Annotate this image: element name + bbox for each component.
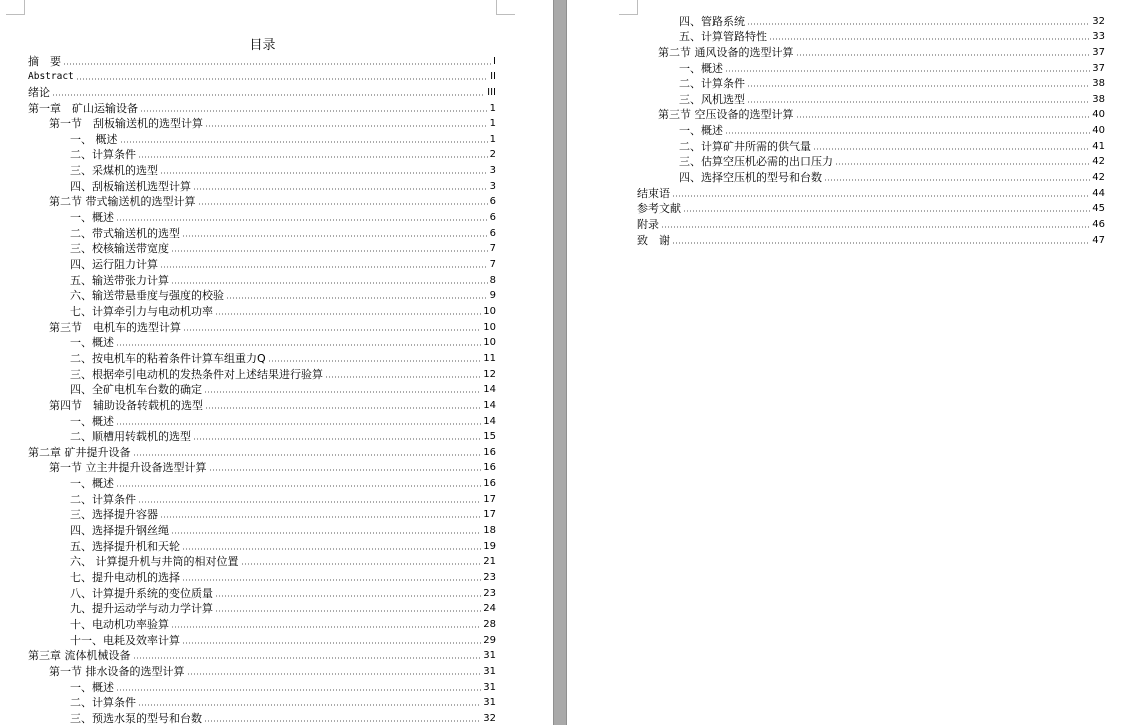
toc-entry-title: 附录 xyxy=(637,218,659,232)
toc-entry[interactable] xyxy=(70,568,496,584)
toc-title: 目录 xyxy=(249,38,276,53)
toc-entry-title: 一、 概述 xyxy=(70,132,118,146)
toc-entry-title: 绪论 xyxy=(28,85,50,99)
toc-entry[interactable] xyxy=(70,428,496,444)
toc-dot-leader xyxy=(140,110,488,112)
toc-page-number: 21 xyxy=(483,556,496,568)
toc-page-number: 3 xyxy=(489,180,496,192)
toc-page-number: 45 xyxy=(1092,203,1105,215)
toc-dot-leader xyxy=(241,563,482,565)
toc-dot-leader xyxy=(138,501,481,503)
toc-page-number: III xyxy=(487,86,496,98)
toc-entry[interactable] xyxy=(70,600,496,616)
toc-entry-title: 第一节 刮板输送机的选型计算 xyxy=(49,117,203,131)
toc-dot-leader xyxy=(183,329,481,331)
toc-entry-title: 九、提升运动学与动力学计算 xyxy=(70,602,213,616)
toc-entry-title: 第四节 辅助设备转载机的选型 xyxy=(49,398,203,412)
toc-page-number: 24 xyxy=(483,603,496,615)
toc-entry-title: 二、按电机车的粘着条件计算车组重力Q xyxy=(70,351,266,365)
toc-page-number: 6 xyxy=(489,227,496,239)
toc-dot-leader xyxy=(160,172,488,174)
toc-dot-leader xyxy=(325,376,481,378)
toc-page-number: 31 xyxy=(483,697,496,709)
toc-dot-leader xyxy=(138,704,481,706)
toc-entry-title: 八、计算提升系统的变位质量 xyxy=(70,586,213,600)
toc-dot-leader xyxy=(171,532,481,534)
toc-dot-leader xyxy=(116,344,481,346)
toc-entry[interactable] xyxy=(679,28,1105,44)
toc-dot-leader xyxy=(120,141,488,143)
toc-entry[interactable] xyxy=(70,334,496,350)
toc-entry-title: 四、选择空压机的型号和台数 xyxy=(679,171,822,185)
toc-dot-leader xyxy=(683,210,1090,212)
toc-entry[interactable] xyxy=(70,162,496,178)
toc-page-number: II xyxy=(490,71,496,83)
toc-entry-title: 七、计算牵引力与电动机功率 xyxy=(70,304,213,318)
toc-entry[interactable] xyxy=(70,553,496,569)
toc-page-number: 32 xyxy=(1092,15,1105,27)
toc-entry-title: 三、风机选型 xyxy=(679,92,745,106)
document-page-right xyxy=(567,0,1130,725)
toc-entry[interactable] xyxy=(70,381,496,397)
toc-entry-title: 一、概述 xyxy=(70,414,114,428)
toc-entry-title: 四、管路系统 xyxy=(679,14,745,28)
toc-page-number: 38 xyxy=(1092,93,1105,105)
toc-dot-leader xyxy=(796,54,1091,56)
toc-entry[interactable] xyxy=(70,584,496,600)
toc-entry-title: 五、输送带张力计算 xyxy=(70,273,169,287)
toc-entry-title: 十、电动机功率验算 xyxy=(70,617,169,631)
toc-page-number: 37 xyxy=(1092,62,1105,74)
toc-entry[interactable] xyxy=(70,412,496,428)
toc-entry[interactable] xyxy=(637,184,1105,200)
toc-entry-title: 一、概述 xyxy=(70,336,114,350)
toc-entry-title: 参考文献 xyxy=(637,202,681,216)
toc-entry-title: 三、估算空压机必需的出口压力 xyxy=(679,155,833,169)
toc-page-number: 1 xyxy=(489,102,496,114)
toc-entry-title: 七、提升电动机的选择 xyxy=(70,571,180,585)
toc-page-number: 44 xyxy=(1092,187,1105,199)
toc-dot-leader xyxy=(824,179,1090,181)
toc-entry[interactable] xyxy=(49,459,496,475)
toc-page-number: 14 xyxy=(483,399,496,411)
toc-entry[interactable] xyxy=(70,709,496,725)
toc-entry[interactable] xyxy=(679,122,1105,138)
toc-dot-leader xyxy=(204,720,481,722)
toc-dot-leader xyxy=(215,595,481,597)
toc-entry[interactable] xyxy=(70,271,496,287)
toc-page-number: 42 xyxy=(1092,172,1105,184)
toc-page-number: 16 xyxy=(483,462,496,474)
toc-entry[interactable] xyxy=(70,302,496,318)
toc-page-number: 6 xyxy=(489,212,496,224)
toc-dot-leader xyxy=(182,235,488,237)
toc-dot-leader xyxy=(76,78,488,80)
toc-dot-leader xyxy=(171,626,481,628)
toc-entry-title: 第三节 空压设备的选型计算 xyxy=(658,108,794,122)
toc-dot-leader xyxy=(725,70,1090,72)
toc-page-number: 32 xyxy=(483,712,496,724)
toc-entry-title: 三、预选水泵的型号和台数 xyxy=(70,711,202,725)
toc-page-number: 19 xyxy=(483,540,496,552)
toc-dot-leader xyxy=(182,579,481,581)
toc-entry-title: 结束语 xyxy=(637,186,670,200)
toc-page-number: 10 xyxy=(483,337,496,349)
toc-entry[interactable] xyxy=(70,287,496,303)
toc-page-number: 3 xyxy=(489,165,496,177)
toc-dot-leader xyxy=(133,657,482,659)
toc-entry-title: 六、输送带悬垂度与强度的校验 xyxy=(70,289,224,303)
toc-entry-title: 二、计算条件 xyxy=(70,148,136,162)
toc-dot-leader xyxy=(661,226,1090,228)
toc-dot-leader xyxy=(747,101,1090,103)
toc-entry-title: 第一章 矿山运输设备 xyxy=(28,101,138,115)
toc-page-number: 17 xyxy=(483,493,496,505)
toc-entry[interactable] xyxy=(28,68,496,84)
toc-page-number: 7 xyxy=(489,243,496,255)
toc-dot-leader xyxy=(747,23,1090,25)
toc-entry[interactable] xyxy=(658,106,1105,122)
toc-entry-title: 四、运行阻力计算 xyxy=(70,258,158,272)
toc-page-number: 46 xyxy=(1092,219,1105,231)
toc-entry[interactable] xyxy=(70,490,496,506)
toc-entry[interactable] xyxy=(70,209,496,225)
toc-dot-leader xyxy=(52,94,485,96)
toc-page-number: 28 xyxy=(483,618,496,630)
toc-page-number: 16 xyxy=(483,478,496,490)
toc-entry-title: 三、选择提升容器 xyxy=(70,508,158,522)
toc-page-number: 11 xyxy=(483,352,496,364)
toc-page-number: 38 xyxy=(1092,78,1105,90)
toc-page-number: 2 xyxy=(489,149,496,161)
toc-entry-title: 第一节 立主井提升设备选型计算 xyxy=(49,461,207,475)
toc-entry-title: 第二节 带式输送机的选型计算 xyxy=(49,195,196,209)
toc-page-number: 18 xyxy=(483,525,496,537)
toc-entry-title: 四、全矿电机车台数的确定 xyxy=(70,383,202,397)
toc-dot-leader xyxy=(182,642,481,644)
toc-entry-title: 六、 计算提升机与井筒的相对位置 xyxy=(70,555,239,569)
toc-entry-title: 二、计算条件 xyxy=(679,77,745,91)
toc-entry-title: 致 谢 xyxy=(637,233,670,247)
toc-entry[interactable] xyxy=(49,193,496,209)
toc-page-number: 14 xyxy=(483,384,496,396)
toc-page-number: 31 xyxy=(483,681,496,693)
toc-entry-title: 三、采煤机的选型 xyxy=(70,164,158,178)
toc-entry-title: 二、计算矿井所需的供气量 xyxy=(679,139,811,153)
toc-entry-title: 第一节 排水设备的选型计算 xyxy=(49,664,185,678)
crop-mark xyxy=(619,0,638,15)
toc-entry[interactable] xyxy=(679,169,1105,185)
toc-page-number: 15 xyxy=(483,431,496,443)
toc-entry-title: 一、概述 xyxy=(679,61,723,75)
toc-dot-leader xyxy=(182,548,481,550)
toc-page-number: 1 xyxy=(489,118,496,130)
toc-entry[interactable] xyxy=(28,52,496,68)
toc-dot-leader xyxy=(215,610,481,612)
toc-page-number: 16 xyxy=(483,446,496,458)
toc-dot-leader xyxy=(187,673,482,675)
toc-dot-leader xyxy=(63,63,491,65)
toc-page-number: 29 xyxy=(483,634,496,646)
toc-dot-leader xyxy=(116,423,481,425)
toc-page-number: 33 xyxy=(1092,31,1105,43)
toc-dot-leader xyxy=(725,132,1090,134)
toc-entry-title: 五、选择提升机和天轮 xyxy=(70,539,180,553)
toc-dot-leader xyxy=(198,203,488,205)
toc-entry[interactable] xyxy=(679,137,1105,153)
toc-entry-title: 四、选择提升钢丝绳 xyxy=(70,524,169,538)
toc-dot-leader xyxy=(204,391,481,393)
toc-entry-title: 五、计算管路特性 xyxy=(679,30,767,44)
toc-dot-leader xyxy=(116,689,481,691)
toc-page-number: 42 xyxy=(1092,156,1105,168)
toc-entry[interactable] xyxy=(49,396,496,412)
toc-dot-leader xyxy=(796,116,1091,118)
toc-dot-leader xyxy=(672,195,1090,197)
toc-page-number: 1 xyxy=(489,133,496,145)
toc-entry-title: 一、概述 xyxy=(679,124,723,138)
toc-page-number: 6 xyxy=(489,196,496,208)
toc-entry[interactable] xyxy=(70,694,496,710)
crop-mark xyxy=(496,0,515,15)
toc-page-number: 12 xyxy=(483,368,496,380)
toc-entry[interactable] xyxy=(679,153,1105,169)
toc-entry[interactable] xyxy=(70,240,496,256)
toc-page-number: I xyxy=(493,55,496,67)
toc-entry-title: 第三节 电机车的选型计算 xyxy=(49,320,181,334)
toc-entry-title: 一、概述 xyxy=(70,211,114,225)
toc-page-number: 23 xyxy=(483,572,496,584)
toc-entry[interactable] xyxy=(658,43,1105,59)
toc-dot-leader xyxy=(160,266,488,268)
toc-page-number: 40 xyxy=(1092,109,1105,121)
toc-dot-leader xyxy=(215,313,481,315)
toc-entry-title: 第二节 通风设备的选型计算 xyxy=(658,45,794,59)
crop-mark xyxy=(6,0,25,15)
toc-dot-leader xyxy=(205,407,481,409)
toc-page-number: 23 xyxy=(483,587,496,599)
toc-dot-leader xyxy=(205,125,488,127)
toc-entry-title: 第二章 矿井提升设备 xyxy=(28,445,131,459)
toc-entry[interactable] xyxy=(679,75,1105,91)
toc-entry[interactable] xyxy=(637,231,1105,247)
toc-entry[interactable] xyxy=(28,443,496,459)
toc-entry[interactable] xyxy=(70,537,496,553)
toc-dot-leader xyxy=(171,282,488,284)
toc-entry[interactable] xyxy=(637,215,1105,231)
toc-entry[interactable] xyxy=(70,506,496,522)
toc-entry[interactable] xyxy=(49,115,496,131)
toc-entry[interactable] xyxy=(70,522,496,538)
toc-page-number: 31 xyxy=(483,650,496,662)
toc-entry[interactable] xyxy=(70,365,496,381)
page-gutter xyxy=(553,0,567,725)
toc-dot-leader xyxy=(226,297,488,299)
toc-entry-title: 一、概述 xyxy=(70,680,114,694)
toc-entry-title: 一、概述 xyxy=(70,477,114,491)
toc-entry[interactable] xyxy=(70,615,496,631)
toc-entry-title: 摘 要 xyxy=(28,54,61,68)
toc-dot-leader xyxy=(193,188,488,190)
toc-dot-leader xyxy=(747,85,1090,87)
toc-dot-leader xyxy=(193,438,481,440)
toc-entry[interactable] xyxy=(70,678,496,694)
toc-dot-leader xyxy=(116,485,481,487)
toc-page-number: 17 xyxy=(483,509,496,521)
toc-page-number: 10 xyxy=(483,305,496,317)
toc-entry[interactable] xyxy=(679,59,1105,75)
toc-dot-leader xyxy=(116,219,488,221)
toc-entry-title: 第三章 流体机械设备 xyxy=(28,649,131,663)
toc-entry[interactable] xyxy=(679,12,1105,28)
toc-entry-title: 三、校核输送带宽度 xyxy=(70,242,169,256)
document-page-left xyxy=(0,0,553,725)
toc-dot-leader xyxy=(835,163,1090,165)
toc-entry[interactable] xyxy=(28,647,496,663)
toc-page-number: 37 xyxy=(1092,46,1105,58)
toc-entry[interactable] xyxy=(70,177,496,193)
toc-entry-title: 二、顺槽用转载机的选型 xyxy=(70,430,191,444)
toc-entry-title: 二、带式输送机的选型 xyxy=(70,226,180,240)
toc-dot-leader xyxy=(160,516,481,518)
toc-dot-leader xyxy=(209,469,482,471)
toc-entry[interactable] xyxy=(70,224,496,240)
toc-page-number: 8 xyxy=(489,274,496,286)
toc-page-number: 40 xyxy=(1092,125,1105,137)
toc-entry[interactable] xyxy=(70,146,496,162)
toc-entry[interactable] xyxy=(28,83,496,99)
toc-entry[interactable] xyxy=(679,90,1105,106)
toc-dot-leader xyxy=(138,156,488,158)
toc-entry[interactable] xyxy=(70,255,496,271)
toc-dot-leader xyxy=(769,38,1090,40)
toc-entry[interactable] xyxy=(49,662,496,678)
toc-entry[interactable] xyxy=(637,200,1105,216)
toc-entry[interactable] xyxy=(70,631,496,647)
toc-page-number: 7 xyxy=(489,259,496,271)
toc-entry-title: 二、计算条件 xyxy=(70,696,136,710)
toc-entry-title: 二、计算条件 xyxy=(70,492,136,506)
toc-dot-leader xyxy=(171,250,488,252)
toc-dot-leader xyxy=(813,148,1090,150)
toc-page-number: 31 xyxy=(483,665,496,677)
toc-dot-leader xyxy=(672,242,1090,244)
toc-dot-leader xyxy=(268,360,482,362)
toc-page-number: 9 xyxy=(489,290,496,302)
toc-entry[interactable] xyxy=(70,475,496,491)
toc-page-number: 47 xyxy=(1092,234,1105,246)
toc-entry[interactable] xyxy=(28,99,496,115)
toc-entry[interactable] xyxy=(70,349,496,365)
toc-entry-title: 四、刮板输送机选型计算 xyxy=(70,179,191,193)
toc-entry-title: Abstract xyxy=(28,71,74,83)
toc-entry[interactable] xyxy=(70,130,496,146)
toc-page-number: 10 xyxy=(483,321,496,333)
toc-entry-title: 三、根据牵引电动机的发热条件对上述结果进行验算 xyxy=(70,367,323,381)
toc-page-number: 14 xyxy=(483,415,496,427)
toc-page-number: 41 xyxy=(1092,140,1105,152)
toc-entry[interactable] xyxy=(49,318,496,334)
toc-entry-title: 十一、电耗及效率计算 xyxy=(70,633,180,647)
toc-dot-leader xyxy=(133,454,482,456)
